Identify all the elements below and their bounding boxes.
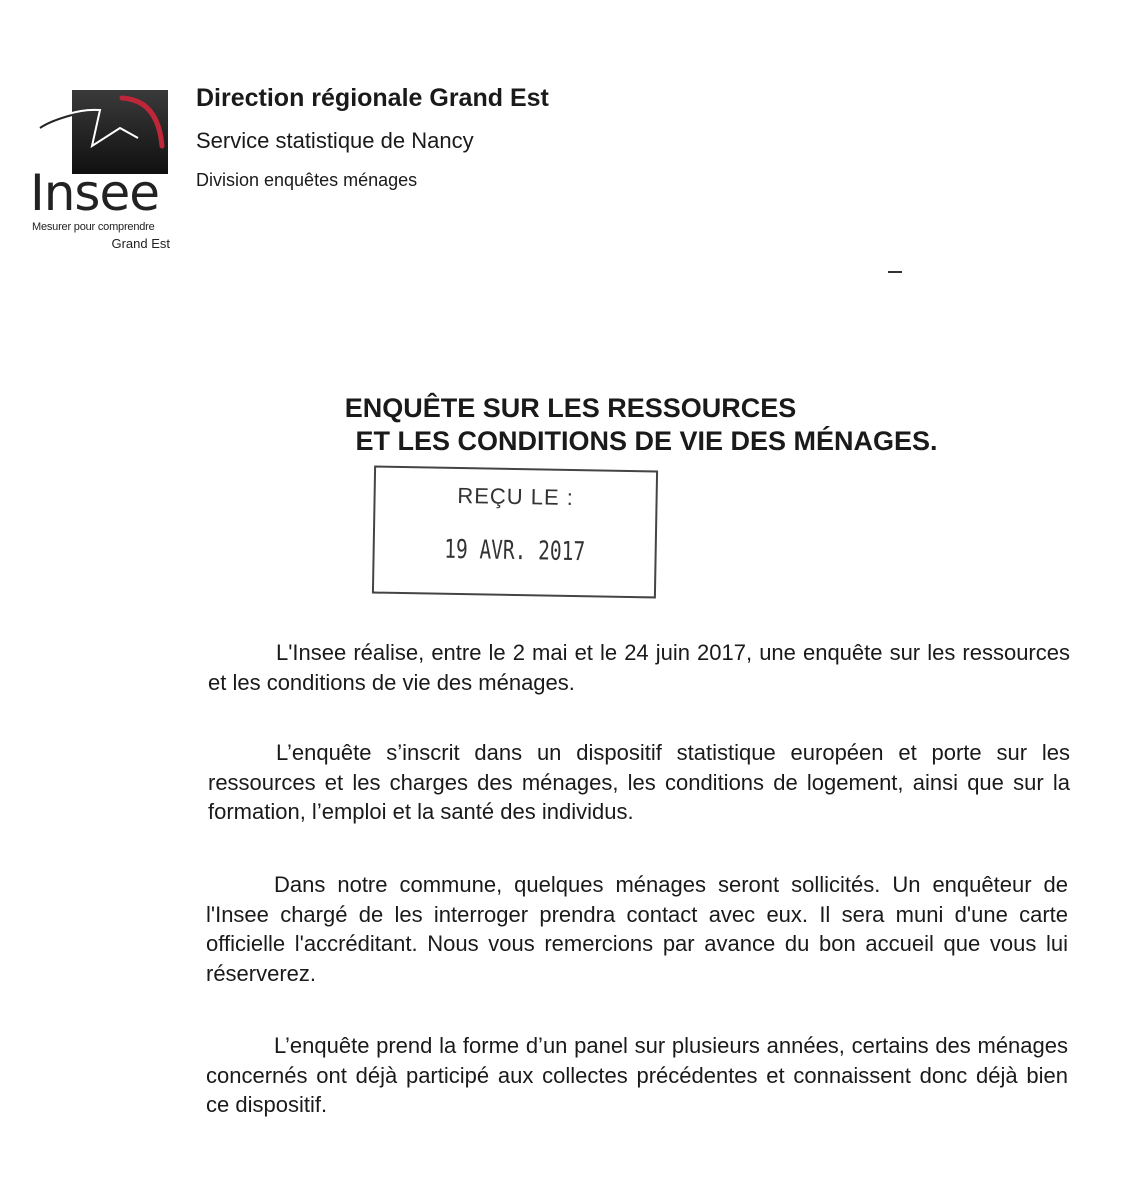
document-title-line1: ENQUÊTE SUR LES RESSOURCES	[344, 393, 797, 423]
document-title-line2: ET LES CONDITIONS DE VIE DES MÉNAGES.	[355, 426, 938, 456]
paragraph-2: L’enquête s’inscrit dans un dispositif statistique européen et porte sur les ressources et les charges des ménages, les conditions de logement, ainsi que sur la formation, l’emploi et la santé des individus.	[208, 740, 1070, 824]
logo-region: Grand Est	[111, 236, 170, 251]
stamp-date: 19 AVR. 2017	[443, 534, 586, 568]
logo-tagline: Mesurer pour comprendre	[32, 221, 155, 233]
header-division: Division enquêtes ménages	[196, 170, 418, 190]
dash-mark	[888, 271, 902, 273]
header-title: Direction régionale Grand Est	[196, 84, 549, 112]
paragraph-3: Dans notre commune, quelques ménages seront sollicités. Un enquêteur de l'Insee chargé de les interroger prendra contact avec eux. Il sera muni d'une carte officielle l'accréditant. Nous vous remercions par avance du bon accueil que vous lui réserverez.	[206, 872, 1068, 986]
header-service: Service statistique de Nancy	[196, 128, 474, 153]
stamp-label: REÇU LE :	[457, 482, 575, 511]
logo-wordmark: Insee	[30, 164, 160, 222]
paragraph-4: L’enquête prend la forme d’un panel sur plusieurs années, certains des ménages concernés ont déjà participé aux collectes précédentes et connaissent donc déjà bien ce dispositif.	[206, 1033, 1068, 1117]
received-stamp	[372, 466, 658, 599]
insee-logo	[30, 88, 180, 258]
paragraph-1: L'Insee réalise, entre le 2 mai et le 24 juin 2017, une enquête sur les ressources et les conditions de vie des ménages.	[208, 640, 1070, 695]
